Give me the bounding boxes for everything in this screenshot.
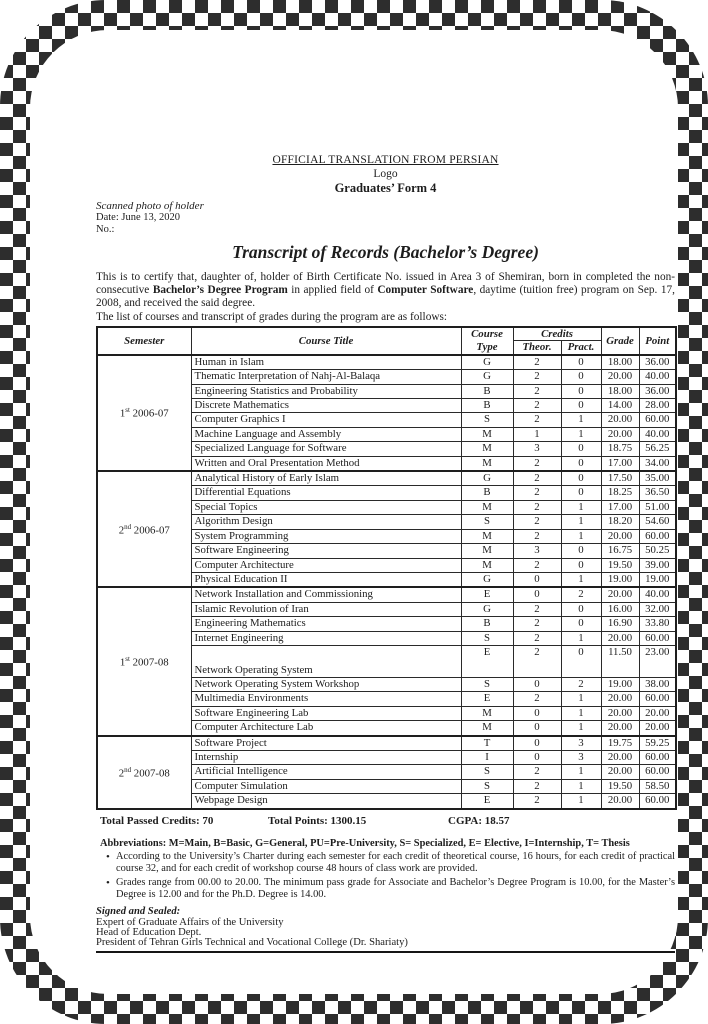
pract-credit-cell: 1 xyxy=(561,413,601,427)
course-type-cell: M xyxy=(461,456,513,471)
theor-credit-cell: 2 xyxy=(513,471,561,486)
course-type-cell: M xyxy=(461,442,513,456)
grade-cell: 17.00 xyxy=(601,456,639,471)
point-cell: 51.00 xyxy=(639,500,676,514)
course-type-cell: E xyxy=(461,794,513,809)
course-title-cell: Internet Engineering xyxy=(191,631,461,645)
pract-credit-cell: 1 xyxy=(561,692,601,706)
theor-credit-cell: 2 xyxy=(513,617,561,631)
course-type-cell: E xyxy=(461,692,513,706)
course-type-cell: S xyxy=(461,631,513,645)
point-cell: 36.50 xyxy=(639,486,676,500)
theor-credit-cell: 2 xyxy=(513,779,561,793)
pract-credit-cell: 0 xyxy=(561,370,601,384)
list-intro-line: The list of courses and transcript of grades during the program are as follows: xyxy=(96,310,448,323)
course-title-cell: Discrete Mathematics xyxy=(191,399,461,413)
point-cell: 20.00 xyxy=(639,721,676,736)
course-row xyxy=(97,587,676,602)
semester-cell: 1st 2006-07 xyxy=(97,355,191,471)
course-type-cell: G xyxy=(461,471,513,486)
course-type-cell: G xyxy=(461,602,513,616)
pract-credit-cell: 0 xyxy=(561,384,601,398)
totals-row xyxy=(96,815,675,828)
theor-credit-cell: 0 xyxy=(513,736,561,751)
pract-credit-cell: 1 xyxy=(561,794,601,809)
point-cell: 58.50 xyxy=(639,779,676,793)
point-cell: 40.00 xyxy=(639,427,676,441)
theor-credit-cell: 2 xyxy=(513,370,561,384)
course-row xyxy=(97,471,676,486)
course-title-cell: Analytical History of Early Islam xyxy=(191,471,461,486)
point-cell: 28.00 xyxy=(639,399,676,413)
pract-credit-cell: 3 xyxy=(561,736,601,751)
course-type-cell: S xyxy=(461,779,513,793)
point-cell: 33.80 xyxy=(639,617,676,631)
certify-bold-program: Bachelor’s Degree Program xyxy=(152,284,288,297)
grade-cell: 20.00 xyxy=(601,631,639,645)
theor-credit-cell: 2 xyxy=(513,631,561,645)
grade-cell: 20.00 xyxy=(601,706,639,720)
course-type-cell: T xyxy=(461,736,513,751)
pract-credit-cell: 0 xyxy=(561,558,601,572)
pract-credit-cell: 0 xyxy=(561,399,601,413)
theor-credit-cell: 2 xyxy=(513,645,561,677)
theor-credit-cell: 2 xyxy=(513,355,561,370)
course-type-cell: G xyxy=(461,355,513,370)
signatory-president: President of Tehran Girls Technical and Vocational College (Dr. Shariaty) xyxy=(96,938,675,953)
grade-cell: 20.00 xyxy=(601,765,639,779)
course-title-cell: Human in Islam xyxy=(191,355,461,370)
pract-credit-cell: 0 xyxy=(561,645,601,677)
course-title-cell: Engineering Statistics and Probability xyxy=(191,384,461,398)
bullet-icon: • xyxy=(106,876,110,889)
theor-credit-cell: 3 xyxy=(513,544,561,558)
course-type-cell: B xyxy=(461,617,513,631)
transcript-table-body xyxy=(97,355,676,809)
certification-paragraph xyxy=(96,271,675,311)
footnote-text-1: According to the University’s Charter during each semester for each credit of theoretical course, 16 hours, for each credit of practical course 32, and for each credit of workshop course 48 hours of class work are provided. xyxy=(116,851,675,875)
course-title-cell: Computer Graphics I xyxy=(191,413,461,427)
course-type-cell: I xyxy=(461,750,513,764)
grade-cell: 20.00 xyxy=(601,750,639,764)
course-title-cell: Machine Language and Assembly xyxy=(191,427,461,441)
course-type-cell: M xyxy=(461,558,513,572)
course-type-cell: S xyxy=(461,677,513,691)
pract-credit-cell: 1 xyxy=(561,572,601,587)
course-title-cell: Computer Simulation xyxy=(191,779,461,793)
pract-credit-cell: 2 xyxy=(561,587,601,602)
course-title-cell: Network Installation and Commissioning xyxy=(191,587,461,602)
theor-credit-cell: 2 xyxy=(513,692,561,706)
certify-text-1: This is to certify that, daughter of, holder of Birth Certificate No. issued in Area 3 of Shemiran, born in completed the non-consecutive xyxy=(96,271,675,297)
pract-credit-cell: 0 xyxy=(561,602,601,616)
header-credits: Credits xyxy=(513,327,601,341)
pract-credit-cell: 2 xyxy=(561,677,601,691)
theor-credit-cell: 0 xyxy=(513,587,561,602)
course-type-cell: B xyxy=(461,486,513,500)
point-cell: 60.00 xyxy=(639,794,676,809)
pract-credit-cell: 1 xyxy=(561,765,601,779)
course-title-cell: Software Engineering xyxy=(191,544,461,558)
theor-credit-cell: 0 xyxy=(513,721,561,736)
header-course-title: Course Title xyxy=(191,327,461,355)
theor-credit-cell: 2 xyxy=(513,602,561,616)
course-row xyxy=(97,355,676,370)
page-title: Transcript of Records (Bachelor’s Degree) xyxy=(232,242,539,262)
course-title-cell: Differential Equations xyxy=(191,486,461,500)
grade-cell: 19.00 xyxy=(601,677,639,691)
pract-credit-cell: 3 xyxy=(561,750,601,764)
pract-credit-cell: 1 xyxy=(561,500,601,514)
point-cell: 36.00 xyxy=(639,355,676,370)
footnote-bullet-2 xyxy=(96,877,675,901)
pract-credit-cell: 0 xyxy=(561,355,601,370)
course-type-cell: M xyxy=(461,544,513,558)
header-grade: Grade xyxy=(601,327,639,355)
course-title-cell: Special Topics xyxy=(191,500,461,514)
official-translation-line: OFFICIAL TRANSLATION FROM PERSIAN xyxy=(272,154,499,166)
point-cell: 60.00 xyxy=(639,631,676,645)
pract-credit-cell: 0 xyxy=(561,544,601,558)
signatory-head: Head of Education Dept. xyxy=(96,926,202,938)
course-title-cell: Specialized Language for Software xyxy=(191,442,461,456)
course-title-cell: Islamic Revolution of Iran xyxy=(191,602,461,616)
course-title-cell: Webpage Design xyxy=(191,794,461,809)
signatory-expert: Expert of Graduate Affairs of the University xyxy=(96,916,284,928)
grade-cell: 11.50 xyxy=(601,645,639,677)
pract-credit-cell: 0 xyxy=(561,442,601,456)
pract-credit-cell: 1 xyxy=(561,721,601,736)
footnotes xyxy=(96,838,675,901)
point-cell: 54.60 xyxy=(639,515,676,529)
grade-cell: 20.00 xyxy=(601,413,639,427)
grade-cell: 20.00 xyxy=(601,587,639,602)
semester-cell: 1st 2007-08 xyxy=(97,587,191,735)
grade-cell: 16.75 xyxy=(601,544,639,558)
grade-cell: 19.50 xyxy=(601,779,639,793)
point-cell: 34.00 xyxy=(639,456,676,471)
pract-credit-cell: 1 xyxy=(561,515,601,529)
transcript-table xyxy=(96,326,677,810)
course-title-cell: Software Project xyxy=(191,736,461,751)
course-title-cell: System Programming xyxy=(191,529,461,543)
course-type-cell: S xyxy=(461,515,513,529)
form-number-line: Graduates’ Form 4 xyxy=(334,181,437,195)
pract-credit-cell: 0 xyxy=(561,617,601,631)
theor-credit-cell: 2 xyxy=(513,500,561,514)
point-cell: 60.00 xyxy=(639,413,676,427)
course-title-cell: Written and Oral Presentation Method xyxy=(191,456,461,471)
point-cell: 36.00 xyxy=(639,384,676,398)
pract-credit-cell: 1 xyxy=(561,706,601,720)
grade-cell: 18.75 xyxy=(601,442,639,456)
course-type-cell: M xyxy=(461,706,513,720)
course-title-cell: Engineering Mathematics xyxy=(191,617,461,631)
theor-credit-cell: 1 xyxy=(513,427,561,441)
pract-credit-cell: 1 xyxy=(561,779,601,793)
point-cell: 40.00 xyxy=(639,370,676,384)
course-type-cell: B xyxy=(461,384,513,398)
point-cell: 32.00 xyxy=(639,602,676,616)
total-points: Total Points: 1300.15 xyxy=(268,814,367,827)
point-cell: 38.00 xyxy=(639,677,676,691)
course-type-cell: M xyxy=(461,500,513,514)
point-cell: 60.00 xyxy=(639,529,676,543)
theor-credit-cell: 2 xyxy=(513,456,561,471)
photo-placeholder-note: Scanned photo of holder xyxy=(96,200,204,212)
certify-text-3: , daytime (tuition free) program on Sep. 17, 2008, and received the said degree. xyxy=(96,284,675,310)
document-header xyxy=(96,153,675,196)
header-pract: Pract. xyxy=(561,341,601,355)
course-title-cell: Network Operating System Workshop xyxy=(191,677,461,691)
theor-credit-cell: 2 xyxy=(513,558,561,572)
course-title-cell: Computer Architecture xyxy=(191,558,461,572)
document-paper xyxy=(30,30,678,994)
footnote-bullet-1 xyxy=(96,851,675,875)
point-cell: 60.00 xyxy=(639,750,676,764)
theor-credit-cell: 0 xyxy=(513,572,561,587)
theor-credit-cell: 2 xyxy=(513,399,561,413)
pract-credit-cell: 0 xyxy=(561,471,601,486)
point-cell: 19.00 xyxy=(639,572,676,587)
course-title-cell: Artificial Intelligence xyxy=(191,765,461,779)
total-credits: Total Passed Credits: 70 xyxy=(100,814,214,827)
course-type-cell: G xyxy=(461,572,513,587)
theor-credit-cell: 0 xyxy=(513,750,561,764)
holder-meta xyxy=(96,200,675,235)
pract-credit-cell: 1 xyxy=(561,631,601,645)
logo-placeholder: Logo xyxy=(373,168,398,180)
number-line: No.: xyxy=(96,223,115,235)
header-course-type: Course Type xyxy=(461,327,513,355)
transcript-table-header xyxy=(97,327,676,355)
course-type-cell: M xyxy=(461,427,513,441)
point-cell: 35.00 xyxy=(639,471,676,486)
course-type-cell: M xyxy=(461,721,513,736)
header-semester: Semester xyxy=(97,327,191,355)
grade-cell: 19.50 xyxy=(601,558,639,572)
point-cell: 60.00 xyxy=(639,692,676,706)
grade-cell: 20.00 xyxy=(601,370,639,384)
grade-cell: 19.00 xyxy=(601,572,639,587)
footnote-text-2: Grades range from 00.00 to 20.00. The minimum pass grade for Associate and Bachelor’s Degree Program is 10.00, for the Master’s Degree is 12.00 and for the Ph.D. Degree is 14.00. xyxy=(116,876,675,900)
theor-credit-cell: 2 xyxy=(513,515,561,529)
point-cell: 59.25 xyxy=(639,736,676,751)
grade-cell: 19.75 xyxy=(601,736,639,751)
course-title-cell: Algorithm Design xyxy=(191,515,461,529)
grade-cell: 20.00 xyxy=(601,529,639,543)
point-cell: 60.00 xyxy=(639,765,676,779)
theor-credit-cell: 2 xyxy=(513,384,561,398)
course-type-cell: E xyxy=(461,645,513,677)
grade-cell: 17.50 xyxy=(601,471,639,486)
grade-cell: 18.25 xyxy=(601,486,639,500)
theor-credit-cell: 2 xyxy=(513,413,561,427)
bullet-icon: • xyxy=(106,851,110,864)
cgpa: CGPA: 18.57 xyxy=(448,814,510,827)
grade-cell: 16.00 xyxy=(601,602,639,616)
certify-bold-field: Computer Software xyxy=(377,284,474,297)
course-title-cell: Multimedia Environments xyxy=(191,692,461,706)
grade-cell: 16.90 xyxy=(601,617,639,631)
course-title-cell: Internship xyxy=(191,750,461,764)
course-title-cell: Software Engineering Lab xyxy=(191,706,461,720)
grade-cell: 17.00 xyxy=(601,500,639,514)
course-row xyxy=(97,736,676,751)
theor-credit-cell: 0 xyxy=(513,706,561,720)
abbreviations-line: Abbreviations: M=Main, B=Basic, G=General, PU=Pre-University, S= Specialized, E= Elective, I=Internship, T= Thesis xyxy=(100,837,630,849)
grade-cell: 18.20 xyxy=(601,515,639,529)
pract-credit-cell: 0 xyxy=(561,456,601,471)
semester-cell: 2nd 2006-07 xyxy=(97,471,191,587)
grade-cell: 20.00 xyxy=(601,427,639,441)
grade-cell: 20.00 xyxy=(601,721,639,736)
point-cell: 56.25 xyxy=(639,442,676,456)
signature-block xyxy=(96,907,675,953)
course-type-cell: S xyxy=(461,413,513,427)
header-theor: Theor. xyxy=(513,341,561,355)
course-type-cell: S xyxy=(461,765,513,779)
course-title-cell: Computer Architecture Lab xyxy=(191,721,461,736)
point-cell: 23.00 xyxy=(639,645,676,677)
pract-credit-cell: 0 xyxy=(561,486,601,500)
grade-cell: 20.00 xyxy=(601,794,639,809)
course-type-cell: M xyxy=(461,529,513,543)
theor-credit-cell: 2 xyxy=(513,529,561,543)
grade-cell: 18.00 xyxy=(601,384,639,398)
point-cell: 50.25 xyxy=(639,544,676,558)
signed-and-sealed-line: Signed and Sealed: xyxy=(96,905,181,917)
grade-cell: 20.00 xyxy=(601,692,639,706)
grade-cell: 18.00 xyxy=(601,355,639,370)
course-title-cell: Physical Education II xyxy=(191,572,461,587)
theor-credit-cell: 3 xyxy=(513,442,561,456)
date-line: Date: June 13, 2020 xyxy=(96,212,180,223)
theor-credit-cell: 0 xyxy=(513,677,561,691)
certify-text-2: in applied field of xyxy=(287,284,378,297)
theor-credit-cell: 2 xyxy=(513,486,561,500)
point-cell: 39.00 xyxy=(639,558,676,572)
course-type-cell: E xyxy=(461,587,513,602)
pract-credit-cell: 1 xyxy=(561,427,601,441)
course-title-cell: Network Operating System xyxy=(191,645,461,677)
pract-credit-cell: 1 xyxy=(561,529,601,543)
header-point: Point xyxy=(639,327,676,355)
course-title-cell: Thematic Interpretation of Nahj-Al-Balaqa xyxy=(191,370,461,384)
grade-cell: 14.00 xyxy=(601,399,639,413)
document-content xyxy=(96,153,675,953)
point-cell: 40.00 xyxy=(639,587,676,602)
theor-credit-cell: 2 xyxy=(513,765,561,779)
course-type-cell: G xyxy=(461,370,513,384)
point-cell: 20.00 xyxy=(639,706,676,720)
theor-credit-cell: 2 xyxy=(513,794,561,809)
semester-cell: 2nd 2007-08 xyxy=(97,736,191,809)
course-type-cell: B xyxy=(461,399,513,413)
